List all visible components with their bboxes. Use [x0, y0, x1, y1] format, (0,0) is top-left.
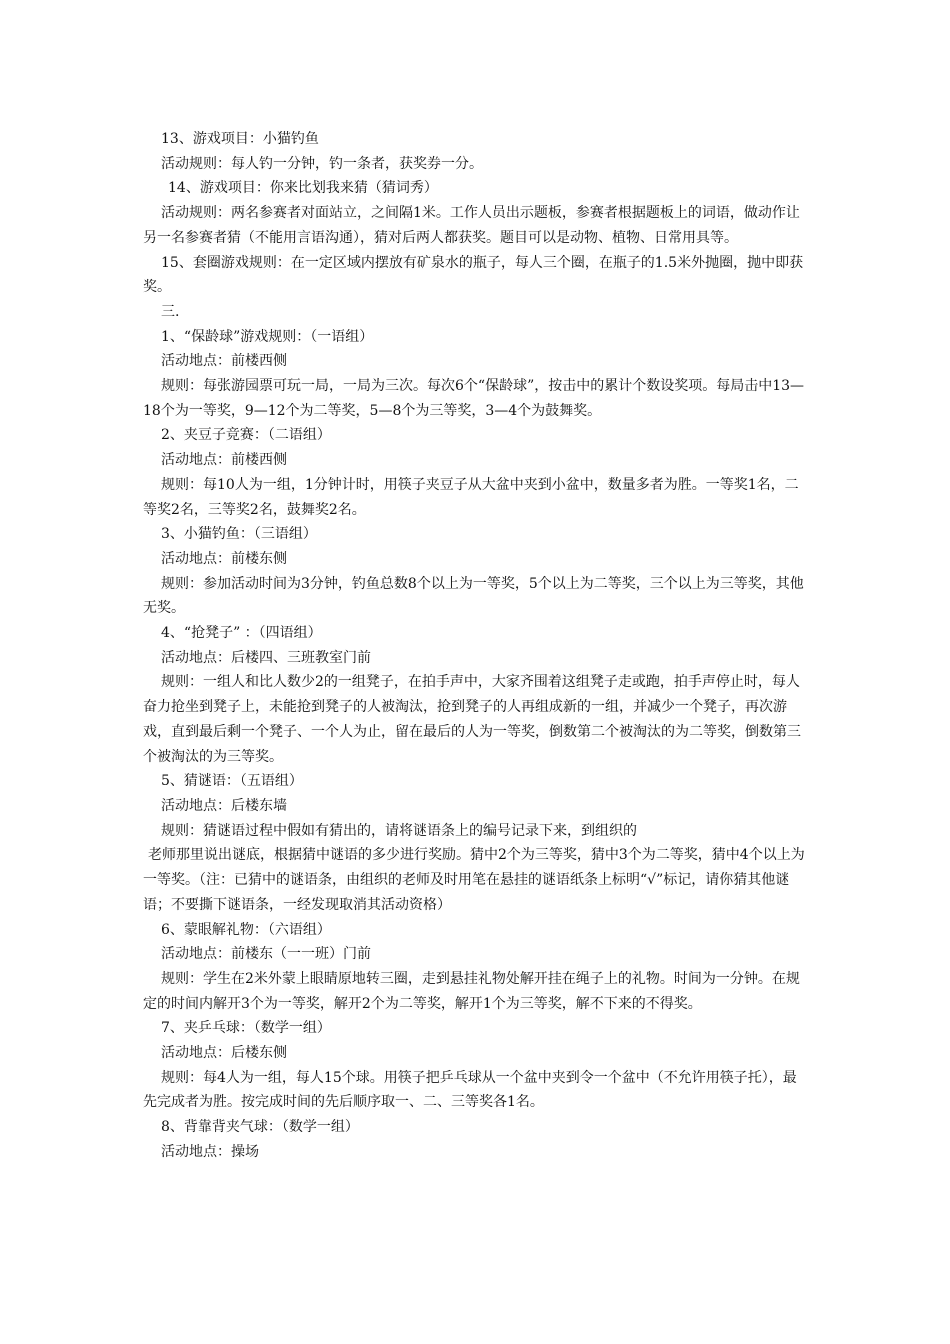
activity-7-location: 活动地点：后楼东侧 — [161, 1045, 287, 1062]
activity-5-location: 活动地点：后楼东墙 — [161, 797, 287, 814]
game-13-rule: 活动规则：每人钓一分钟，钓一条者，获奖券一分。 — [161, 155, 483, 172]
activity-7-rule: 规则：每4人为一组，每人15个球。用筷子把乒乓球从一个盆中夹到令一个盆中（不允许用筷子托），最先完成者为胜。按完成时间的先后顺序取一、二、三等奖各1名。 — [143, 1069, 797, 1111]
section-three-heading: 三. — [161, 303, 180, 320]
activity-3-title: 3、小猫钓鱼：（三语组） — [161, 526, 317, 543]
activity-6-title: 6、蒙眼解礼物：（六语组） — [161, 921, 331, 938]
activity-4-location: 活动地点：后楼四、三班教室门前 — [161, 649, 371, 666]
activity-7-title: 7、夹乒乓球：（数学一组） — [161, 1020, 331, 1037]
game-13-title: 13、游戏项目：小猫钓鱼 — [161, 131, 319, 147]
document-body — [143, 127, 808, 1165]
game-14-title: 14、游戏项目：你来比划我来猜（猜词秀） — [168, 180, 438, 197]
activity-3-rule: 规则：参加活动时间为3分钟，钓鱼总数8个以上为一等奖，5个以上为二等奖，三个以上为三等奖，其他无奖。 — [143, 575, 804, 617]
activity-5-rule-continued: 老师那里说出谜底，根据猜中谜语的多少进行奖励。猜中2个为三等奖，猜中3个为二等奖，猜中4个以上为一等奖。（注：已猜中的谜语条，由组织的老师及时用笔在悬挂的谜语纸条上标明“√”标记，请你猜其他谜语；不要撕下谜语条，一经发现取消其活动资格） — [143, 847, 805, 913]
activity-2-location: 活动地点：前楼西侧 — [161, 452, 287, 469]
activity-3-location: 活动地点：前楼东侧 — [161, 550, 287, 567]
activity-5-title: 5、猜谜语：（五语组） — [161, 773, 303, 790]
activity-2-title: 2、夹豆子竞赛：（二语组） — [161, 427, 331, 444]
activity-6-rule: 规则：学生在2米外蒙上眼睛原地转三圈，走到悬挂礼物处解开挂在绳子上的礼物。时间为一分钟。在规定的时间内解开3个为一等奖，解开2个为二等奖，解开1个为三等奖，解不下来的不得奖。 — [143, 970, 800, 1012]
activity-8-location: 活动地点：操场 — [161, 1143, 259, 1160]
activity-4-rule: 规则：一组人和比人数少2的一组凳子，在拍手声中，大家齐围着这组凳子走或跑，拍手声停止时，每人奋力抢坐到凳子上，未能抢到凳子的人被淘汰，抢到凳子的人再组成新的一组，并减少一个凳子，再次游戏，直到最后剩一个凳子、一个人为止，留在最后的人为一等奖，倒数第二个被淘汰的为二等奖，倒数第三个被淘汰的为三等奖。 — [143, 674, 801, 765]
activity-8-title: 8、背靠背夹气球：（数学一组） — [161, 1119, 359, 1136]
game-14-rule: 活动规则：两名参赛者对面站立，之间隔1米。工作人员出示题板，参赛者根据题板上的词语，做动作让另一名参赛者猜（不能用言语沟通），猜对后两人都获奖。题目可以是动物、植物、日常用具等。 — [143, 205, 800, 246]
activity-5-rule: 规则：猜谜语过程中假如有猜出的，请将谜语条上的编号记录下来，到组织的 — [161, 822, 637, 839]
activity-6-location: 活动地点：前楼东（一一班）门前 — [161, 946, 371, 963]
game-15-rule: 15、套圈游戏规则：在一定区域内摆放有矿泉水的瓶子，每人三个圈，在瓶子的1.5米外抛圈，抛中即获奖。 — [143, 254, 804, 296]
activity-1-rule: 规则：每张游园票可玩一局，一局为三次。每次6个“保龄球”，按击中的累计个数设奖项。每局击中13—18个为一等奖，9—12个为二等奖，5—8个为三等奖，3—4个为鼓舞奖。 — [143, 378, 805, 419]
activity-4-title: 4、“抢凳子” ：（四语组） — [161, 625, 322, 642]
activity-1-title: 1、“保龄球”游戏规则：（一语组） — [161, 328, 374, 345]
activity-1-location: 活动地点：前楼西侧 — [161, 353, 287, 370]
activity-2-rule: 规则：每10人为一组，1分钟计时，用筷子夹豆子从大盆中夹到小盆中，数量多者为胜。一等奖1名，二等奖2名，三等奖2名，鼓舞奖2名。 — [143, 476, 799, 518]
